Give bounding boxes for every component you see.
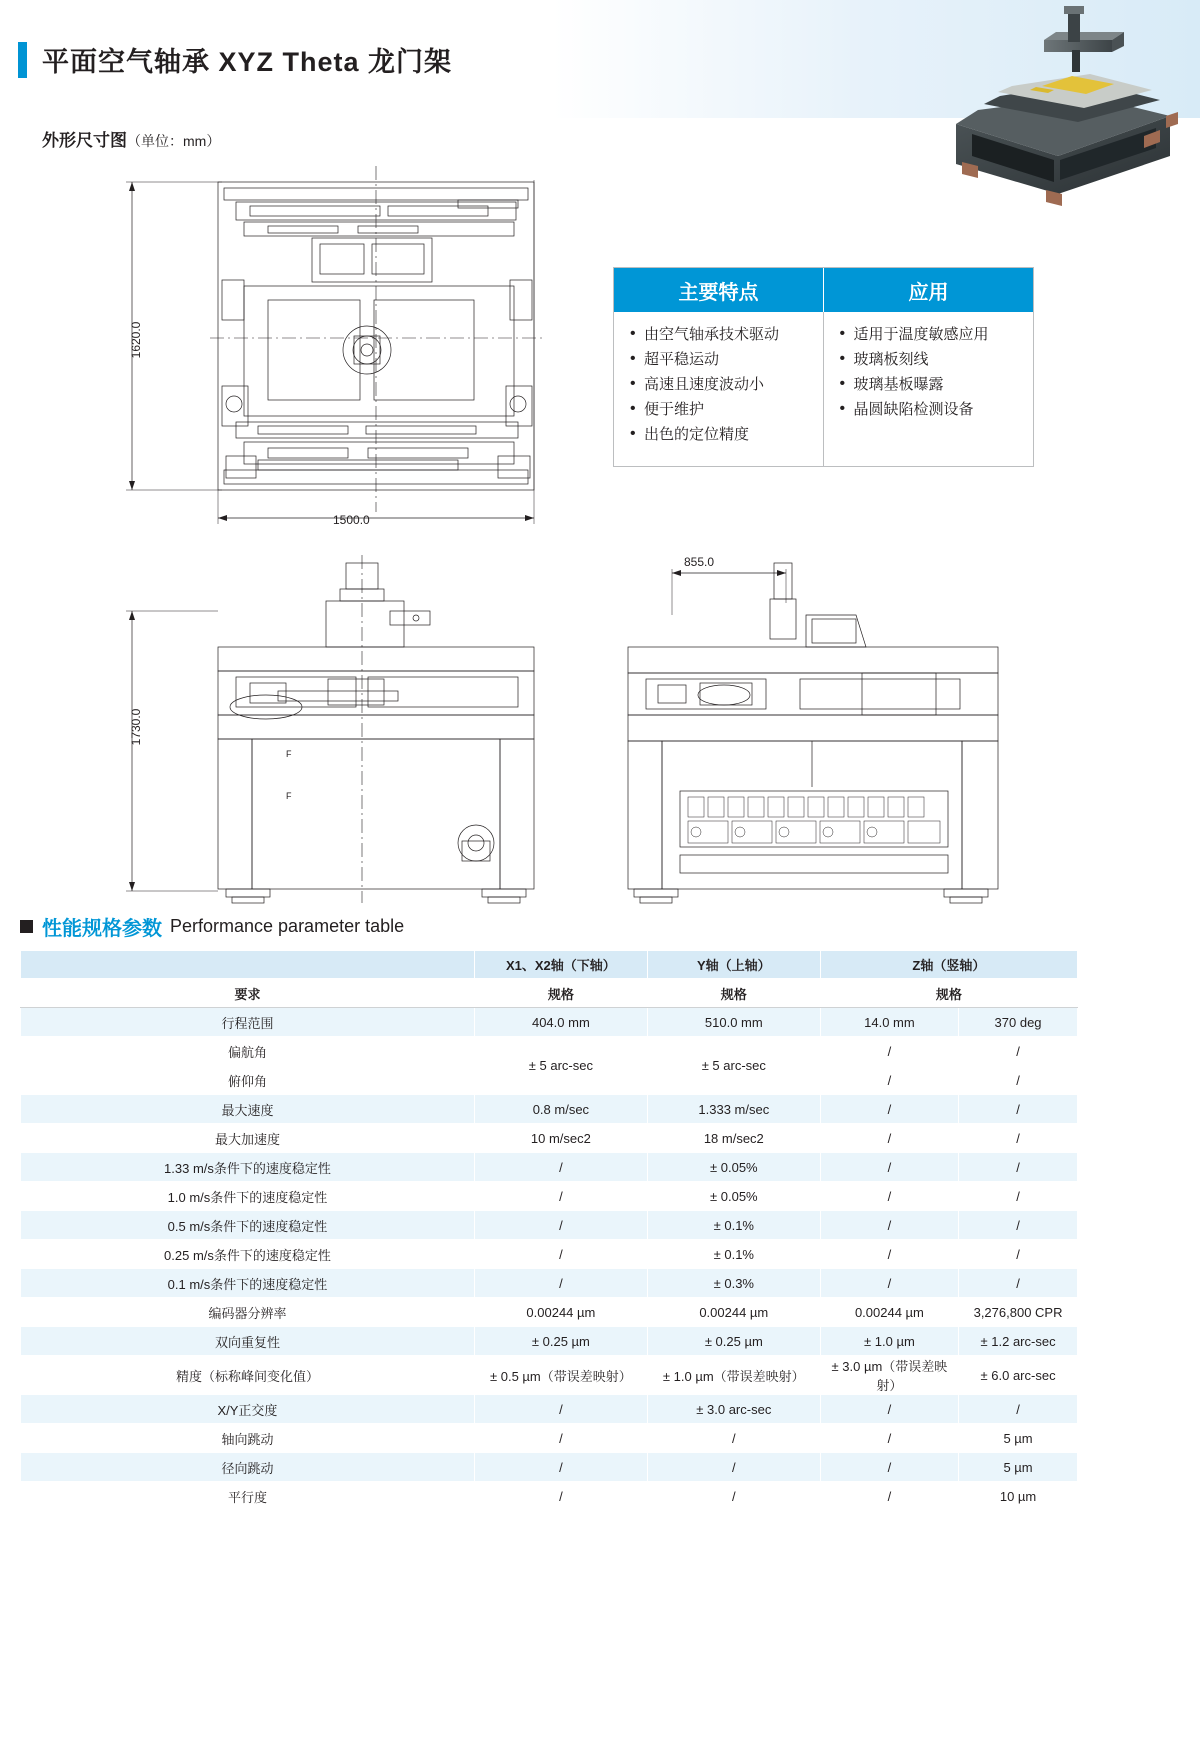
cell-theta: 3,276,800 CPR: [959, 1298, 1078, 1327]
features-app-column: [824, 312, 1034, 466]
cell-z: /: [820, 1037, 958, 1066]
cell-z: 14.0 mm: [820, 1008, 958, 1037]
cell-y: ± 1.0 µm（带误差映射）: [647, 1356, 820, 1395]
list-item: • 超平稳运动: [628, 347, 815, 372]
table-row: [21, 1124, 1078, 1153]
header-blank: [21, 951, 475, 979]
cell-x: ± 0.25 µm: [474, 1327, 647, 1356]
cell-z: /: [820, 1124, 958, 1153]
cell-x: /: [474, 1182, 647, 1211]
cell-x: /: [474, 1153, 647, 1182]
cell-x: ± 5 arc-sec: [474, 1037, 647, 1095]
cell-theta: /: [959, 1037, 1078, 1066]
left-view-height-label: 1730.0: [129, 708, 143, 746]
page-title: 平面空气轴承 XYZ Theta 龙门架: [42, 47, 453, 77]
list-item: • 便于维护: [628, 397, 815, 422]
row-label: 1.33 m/s条件下的速度稳定性: [21, 1153, 475, 1182]
cell-theta: /: [959, 1269, 1078, 1298]
front-view-drawing: [118, 160, 548, 550]
cell-y: ± 0.05%: [647, 1182, 820, 1211]
table-row: [21, 1356, 1078, 1395]
cell-y: /: [647, 1482, 820, 1511]
row-label: 0.25 m/s条件下的速度稳定性: [21, 1240, 475, 1269]
cell-x: /: [474, 1395, 647, 1424]
list-item: • 适用于温度敏感应用: [838, 322, 1026, 347]
cell-y: /: [647, 1424, 820, 1453]
cell-theta: 10 µm: [959, 1482, 1078, 1511]
list-item: • 玻璃基板曝露: [838, 372, 1026, 397]
cell-theta: /: [959, 1182, 1078, 1211]
row-label: 行程范围: [21, 1008, 475, 1037]
features-box: [613, 267, 1034, 467]
side-view-width-label: 855.0: [684, 555, 715, 569]
cell-z: /: [820, 1240, 958, 1269]
list-item: • 玻璃板刻线: [838, 347, 1026, 372]
row-label: 俯仰角: [21, 1066, 475, 1095]
cell-theta: 5 µm: [959, 1453, 1078, 1482]
table-row: [21, 1395, 1078, 1424]
front-view-width-label: 1500.0: [333, 513, 370, 527]
side-view-drawing: [600, 555, 1020, 907]
cell-y: ± 0.1%: [647, 1211, 820, 1240]
cell-theta: 370 deg: [959, 1008, 1078, 1037]
cell-theta: /: [959, 1395, 1078, 1424]
page-header: [0, 0, 1200, 118]
cell-z: /: [820, 1066, 958, 1095]
cell-theta: /: [959, 1124, 1078, 1153]
performance-heading-cn: 性能规格参数: [42, 918, 162, 940]
cell-y: ± 0.1%: [647, 1240, 820, 1269]
cell-y: ± 0.25 µm: [647, 1327, 820, 1356]
cell-x: 0.00244 µm: [474, 1298, 647, 1327]
header-spec-x: 规格: [474, 979, 647, 1008]
dimension-drawing-title: [42, 126, 220, 151]
header-y-axis: Y轴（上轴）: [647, 951, 820, 979]
table-row: [21, 1037, 1078, 1066]
bullet-square-icon: [20, 920, 33, 933]
cell-y: 0.00244 µm: [647, 1298, 820, 1327]
dimension-title-text: 外形尺寸图: [42, 131, 127, 150]
row-label: 精度（标称峰间变化值）: [21, 1356, 475, 1395]
cell-z: /: [820, 1482, 958, 1511]
row-label: 径向跳动: [21, 1453, 475, 1482]
row-label: 轴向跳动: [21, 1424, 475, 1453]
front-view-height-label: 1620.0: [129, 321, 143, 359]
header-spec-y: 规格: [647, 979, 820, 1008]
cell-x: /: [474, 1269, 647, 1298]
cell-x: /: [474, 1211, 647, 1240]
dimension-unit-note: （单位：mm）: [127, 133, 221, 149]
cell-y: ± 3.0 arc-sec: [647, 1395, 820, 1424]
table-row: [21, 1298, 1078, 1327]
table-header-row: [21, 951, 1078, 979]
cell-z: /: [820, 1269, 958, 1298]
cell-z: /: [820, 1182, 958, 1211]
cell-y: 1.333 m/sec: [647, 1095, 820, 1124]
cell-theta: /: [959, 1153, 1078, 1182]
cell-y: /: [647, 1453, 820, 1482]
cell-theta: 5 µm: [959, 1424, 1078, 1453]
cell-x: /: [474, 1453, 647, 1482]
table-row: [21, 1153, 1078, 1182]
svg-text:F: F: [286, 749, 292, 759]
left-view-drawing: [118, 555, 548, 907]
cell-y: 510.0 mm: [647, 1008, 820, 1037]
features-app-heading: 应用: [908, 281, 949, 304]
features-body: [614, 312, 1033, 466]
row-label: 最大加速度: [21, 1124, 475, 1153]
row-label: 编码器分辨率: [21, 1298, 475, 1327]
row-label: X/Y正交度: [21, 1395, 475, 1424]
cell-z: /: [820, 1424, 958, 1453]
cell-theta: ± 6.0 arc-sec: [959, 1356, 1078, 1395]
cell-z: ± 3.0 µm（带误差映射）: [820, 1356, 958, 1395]
list-item: • 晶圆缺陷检测设备: [838, 397, 1026, 422]
cell-y: ± 0.05%: [647, 1153, 820, 1182]
title-accent-bar: [18, 42, 27, 78]
features-header: [614, 268, 1033, 312]
cell-x: 404.0 mm: [474, 1008, 647, 1037]
table-row: [21, 1095, 1078, 1124]
table-subheader-row: [21, 979, 1078, 1008]
header-requirement: 要求: [21, 979, 475, 1008]
cell-z: /: [820, 1211, 958, 1240]
cell-theta: /: [959, 1095, 1078, 1124]
row-label: 平行度: [21, 1482, 475, 1511]
performance-heading-en: Performance parameter table: [170, 916, 405, 936]
cell-x: ± 0.5 µm（带误差映射）: [474, 1356, 647, 1395]
header-spec-z: 规格: [820, 979, 1077, 1008]
cell-z: 0.00244 µm: [820, 1298, 958, 1327]
cell-z: /: [820, 1153, 958, 1182]
row-label: 双向重复性: [21, 1327, 475, 1356]
features-main-heading: 主要特点: [614, 268, 824, 312]
table-row: [21, 1482, 1078, 1511]
row-label: 0.5 m/s条件下的速度稳定性: [21, 1211, 475, 1240]
row-label: 1.0 m/s条件下的速度稳定性: [21, 1182, 475, 1211]
svg-text:F: F: [286, 791, 292, 801]
cell-x: /: [474, 1482, 647, 1511]
cell-x: 10 m/sec2: [474, 1124, 647, 1153]
cell-theta: /: [959, 1066, 1078, 1095]
cell-z: ± 1.0 µm: [820, 1327, 958, 1356]
list-item: • 高速且速度波动小: [628, 372, 815, 397]
list-item: • 出色的定位精度: [628, 422, 815, 447]
table-row: [21, 1240, 1078, 1269]
list-item: • 由空气轴承技术驱动: [628, 322, 815, 347]
gantry-machine-photo: [938, 4, 1186, 212]
table-row: [21, 1269, 1078, 1298]
cell-y: ± 0.3%: [647, 1269, 820, 1298]
cell-theta: /: [959, 1211, 1078, 1240]
cell-x: /: [474, 1240, 647, 1269]
table-row: [21, 1182, 1078, 1211]
cell-z: /: [820, 1095, 958, 1124]
table-row: [21, 1008, 1078, 1037]
cell-theta: ± 1.2 arc-sec: [959, 1327, 1078, 1356]
cell-x: 0.8 m/sec: [474, 1095, 647, 1124]
table-row: [21, 1327, 1078, 1356]
cell-z: /: [820, 1453, 958, 1482]
cell-y: ± 5 arc-sec: [647, 1037, 820, 1095]
header-z-axis: Z轴（竖轴）: [820, 951, 1077, 979]
table-row: [21, 1211, 1078, 1240]
row-label: 最大速度: [21, 1095, 475, 1124]
header-x-axis: X1、X2轴（下轴）: [474, 951, 647, 979]
table-row: [21, 1424, 1078, 1453]
table-row: [21, 1453, 1078, 1482]
cell-x: /: [474, 1424, 647, 1453]
performance-parameter-table: [20, 950, 1078, 1511]
row-label: 0.1 m/s条件下的速度稳定性: [21, 1269, 475, 1298]
cell-y: 18 m/sec2: [647, 1124, 820, 1153]
cell-theta: /: [959, 1240, 1078, 1269]
cell-z: /: [820, 1395, 958, 1424]
row-label: 偏航角: [21, 1037, 475, 1066]
features-main-column: [614, 312, 824, 466]
performance-section-heading: [20, 912, 404, 941]
